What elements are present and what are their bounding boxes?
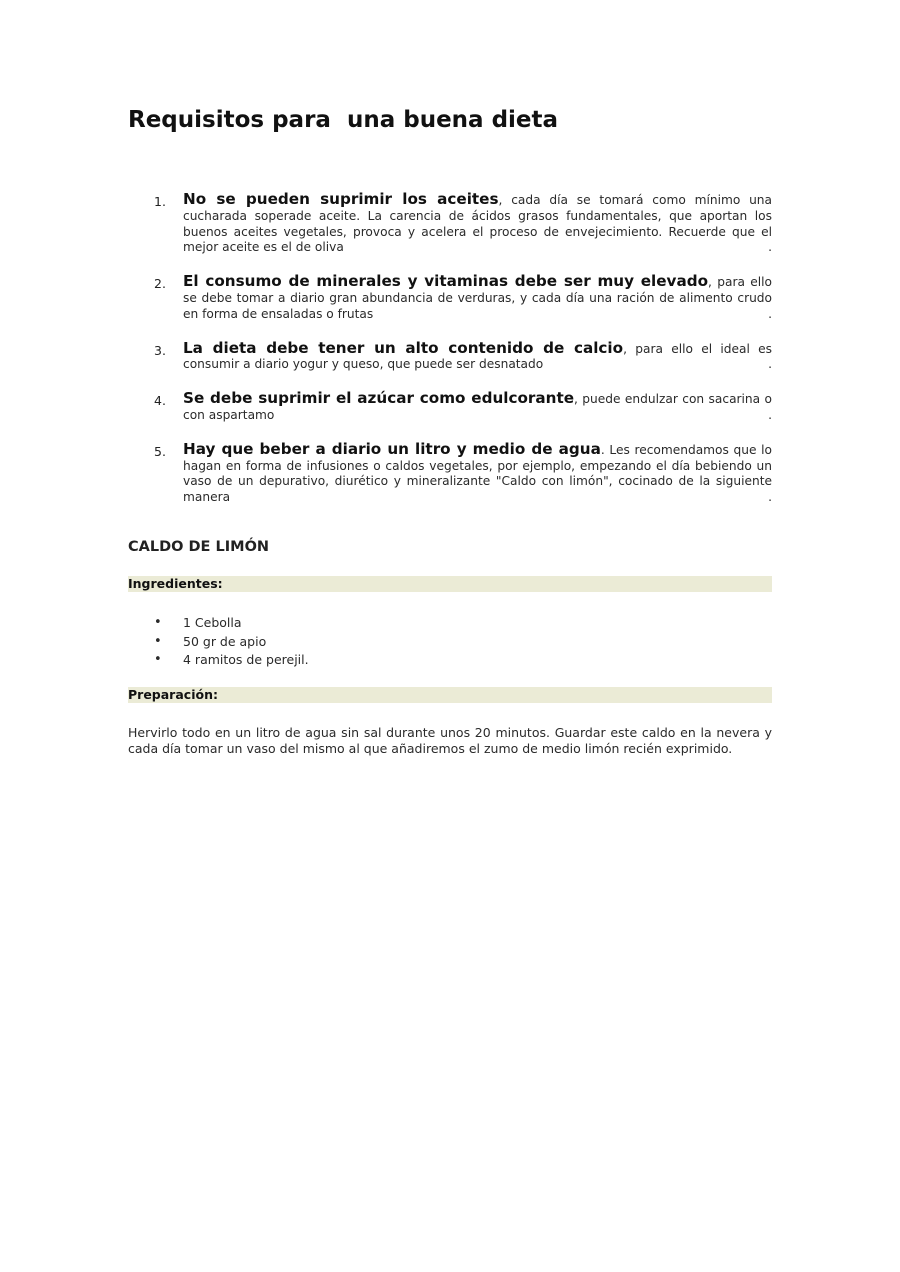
list-item (128, 274, 772, 322)
ingredient-item: • 50 gr de apio (128, 633, 309, 652)
item-text: . Les recomendamos que lo hagan en forma de infusiones o caldos vegetales, por ejemplo, empezando el día bebiendo un vaso de un depurativo, diurético y mineralizante "Caldo con limón", cocinado de la siguiente manera (183, 442, 772, 505)
item-number: 1. (154, 194, 166, 209)
ingredient-item: • 1 Cebolla (128, 614, 309, 633)
preparation-heading: Preparación: (128, 687, 772, 703)
preparation-text: Hervirlo todo en un litro de agua sin sal durante unos 20 minutos. Guardar este caldo en la nevera y cada día tomar un vaso del mismo al que añadiremos el zumo de medio limón recién exprimido. (128, 725, 772, 756)
item-heading: No se pueden suprimir los aceites (183, 190, 499, 208)
item-heading: Se debe suprimir el azúcar como edulcorante (183, 389, 575, 408)
item-end: . (768, 240, 772, 255)
list-item (128, 439, 772, 506)
item-end: . (768, 407, 772, 422)
item-number: 2. (154, 276, 166, 292)
item-end: . (768, 357, 772, 372)
ingredient-item: • 4 ramitos de perejil. (128, 651, 309, 670)
item-heading: La dieta debe tener un alto contenido de calcio (183, 338, 624, 357)
item-number: 4. (154, 393, 166, 409)
item-end: . (768, 490, 772, 505)
item-text: , puede endulzar con sacarina o con aspartamo (183, 392, 772, 422)
item-heading: Hay que beber a diario un litro y medio de agua (183, 439, 601, 458)
requirements-list (128, 192, 772, 524)
list-item (128, 192, 772, 256)
item-number: 3. (154, 342, 166, 358)
item-text: , cada día se tomará como mínimo una cucharada soperade aceite. La carencia de ácidos grasos fundamentales, que aportan los buenos aceites vegetales, provoca y acelera el proceso de envejecimiento. Recuerde que el mejor aceite es el de oliva (183, 193, 772, 255)
item-number: 5. (154, 443, 166, 459)
item-heading: El consumo de minerales y vitaminas debe ser muy elevado (183, 272, 709, 291)
item-end: . (768, 306, 772, 321)
ingredients-list (128, 614, 309, 670)
ingredients-heading: Ingredientes: (128, 576, 772, 592)
page-title: Requisitos para una buena dieta (128, 107, 559, 133)
item-text: , para ello el ideal es consumir a diario yogur y queso, que puede ser desnatado (183, 341, 772, 372)
list-item (128, 338, 772, 374)
item-text: , para ello se debe tomar a diario gran abundancia de verduras, y cada día una ración de alimento crudo en forma de ensaladas o frutas (183, 275, 772, 321)
recipe-title: CALDO DE LIMÓN (128, 539, 270, 555)
list-item (128, 391, 772, 424)
